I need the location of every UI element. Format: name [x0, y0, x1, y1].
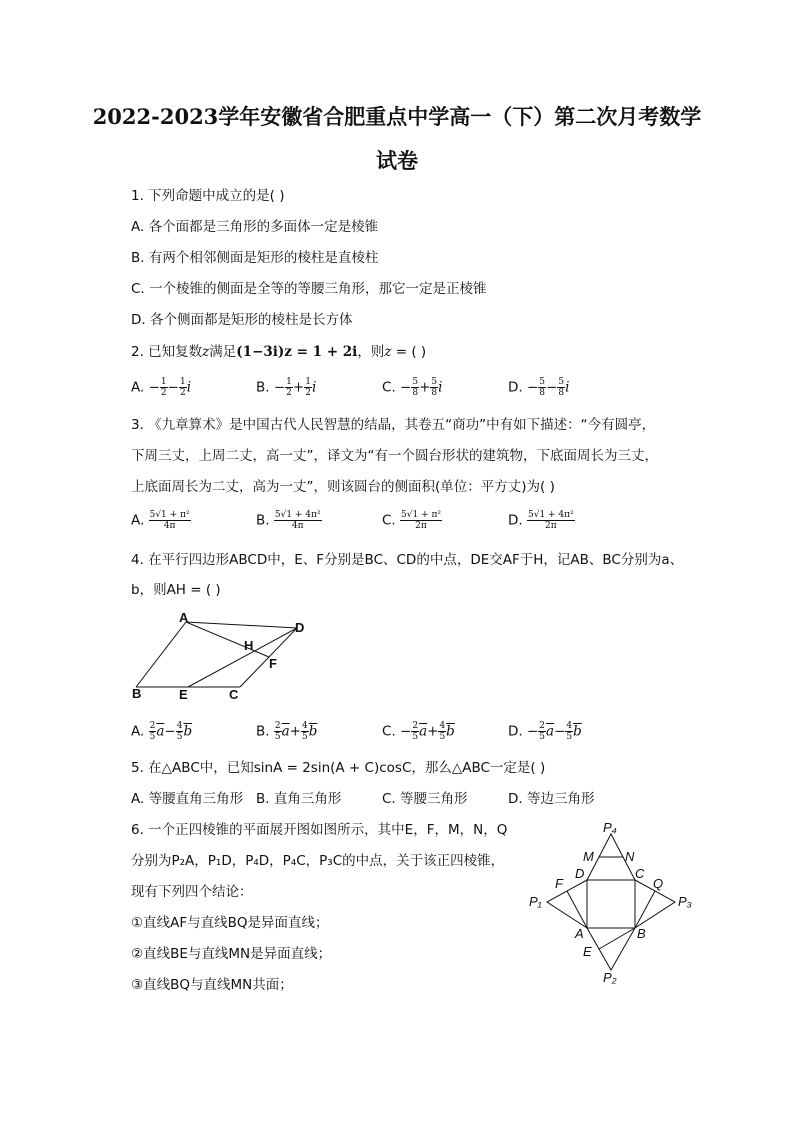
- label-n: N: [625, 849, 635, 864]
- q2-option: [382, 377, 442, 398]
- q2-option: [508, 377, 569, 398]
- coef-2-denominator: 5: [566, 732, 573, 742]
- area-fraction: [400, 510, 442, 531]
- edge-ab: [136, 622, 186, 687]
- coef-2-numerator: 4: [439, 721, 446, 731]
- segment-af: [186, 622, 269, 657]
- vector-a: $\overline{a}$: [156, 723, 165, 740]
- imaginary-unit: i: [311, 379, 317, 396]
- area-fraction-denominator: 2π: [415, 521, 427, 531]
- label-b: B: [637, 926, 646, 941]
- q6-stem-line3: 现有下列四个结论：: [131, 884, 253, 900]
- vector-b: $\overline{b}$: [308, 723, 318, 740]
- label-c: C: [635, 866, 645, 881]
- option-label: D.: [508, 379, 527, 396]
- parallelogram-figure: [130, 612, 310, 702]
- option-label: D.: [508, 512, 527, 529]
- operator: +: [427, 723, 439, 740]
- label-m: M: [583, 849, 594, 864]
- area-fraction-numerator: 5√1 + π²: [401, 510, 441, 520]
- q2-stem: [131, 342, 426, 362]
- q3-option: [382, 510, 442, 531]
- label-f: F: [269, 656, 277, 671]
- fraction-1-denominator: 8: [539, 388, 546, 398]
- label-d: D: [575, 866, 585, 881]
- q3-option: [508, 510, 575, 531]
- pyramid-net-figure: [525, 818, 705, 988]
- q4-stem-line1: 4. 在平行四边形ABCD中，E、F分别是BC、CD的中点，DE交AF于H，记AB、BC分别为a、: [131, 552, 684, 568]
- q6-stem-line2: 分别为P₂A，P₁D，P₄D，P₄C，P₃C的中点，关于该正四棱锥，: [131, 853, 505, 869]
- fraction-2-numerator: 1: [179, 377, 186, 387]
- sign: −: [273, 379, 286, 396]
- q6-conclusion-2: ②直线BE与直线MN是异面直线；: [131, 946, 332, 962]
- vector-b: $\overline{b}$: [183, 723, 193, 740]
- area-fraction-denominator: 4π: [163, 521, 176, 531]
- fraction-1: [538, 377, 546, 398]
- option-label: B.: [256, 379, 274, 396]
- vector-a: $\overline{a}$: [419, 723, 428, 740]
- coef-2-denominator: 5: [176, 732, 183, 742]
- coef-1-denominator: 5: [274, 732, 281, 742]
- segment-de: [188, 628, 297, 687]
- q3-stem-line1: 3. 《九章算术》是中国古代人民智慧的结晶，其卷五“商功”中有如下描述：“今有圆亭，: [131, 417, 656, 433]
- q4-option: [508, 721, 582, 742]
- sign: −: [148, 379, 160, 396]
- operator: +: [292, 379, 305, 396]
- coef-2-denominator: 5: [439, 732, 446, 742]
- area-fraction: [527, 510, 575, 531]
- option-label: C.: [382, 512, 401, 529]
- q5-option-b: B. 直角三角形: [256, 791, 342, 807]
- option-label: B.: [256, 723, 274, 740]
- option-label: A.: [131, 379, 149, 396]
- fraction-1-numerator: 5: [412, 377, 419, 387]
- area-fraction: [274, 510, 322, 531]
- fraction-2-denominator: 2: [179, 388, 186, 398]
- imaginary-unit: i: [438, 379, 443, 396]
- sign: −: [526, 723, 539, 740]
- q1-stem: 1. 下列命题中成立的是( ): [131, 188, 285, 204]
- coef-1-denominator: 5: [539, 732, 546, 742]
- net-face-bottom: [587, 928, 635, 970]
- option-label: C.: [382, 723, 401, 740]
- option-label: C.: [382, 379, 401, 396]
- fraction-2-denominator: 2: [305, 388, 311, 398]
- q4-option: [256, 721, 317, 742]
- q5-stem: 5. 在△ABC中，已知sinA = 2sin(A + C)cosC，那么△ABC一定是( ): [131, 760, 546, 776]
- coef-2-numerator: 4: [566, 721, 573, 731]
- segment-af: [567, 891, 587, 928]
- q6-conclusion-1: ①直线AF与直线BQ是异面直线；: [131, 915, 329, 931]
- label-a: A: [179, 612, 189, 625]
- q2-var-z: z: [202, 344, 210, 360]
- fraction-2-denominator: 8: [431, 388, 438, 398]
- coef-1: [274, 721, 282, 742]
- fraction-1-denominator: 2: [286, 388, 292, 398]
- label-h: H: [244, 638, 254, 653]
- coef-2-denominator: 5: [301, 732, 308, 742]
- label-f: F: [555, 876, 563, 891]
- q3-stem-line2: 下周三丈，上周二丈，高一丈”，译文为“有一个圆台形状的建筑物，下底面周长为三丈，: [131, 448, 658, 464]
- vector-a: $\overline{a}$: [281, 723, 290, 740]
- operator: −: [554, 723, 566, 740]
- coef-1-numerator: 2: [274, 721, 281, 731]
- label-d: D: [295, 620, 305, 635]
- operator: −: [546, 379, 558, 396]
- imaginary-unit: i: [565, 379, 570, 396]
- q1-option-a: A. 各个面都是三角形的多面体一定是棱锥: [131, 219, 379, 235]
- label-p3: P₃: [678, 894, 692, 909]
- label-c: C: [229, 687, 239, 702]
- coef-2: [565, 721, 573, 742]
- fraction-2-numerator: 5: [431, 377, 438, 387]
- coef-1-numerator: 2: [149, 721, 156, 731]
- q5-option-d: D. 等边三角形: [508, 791, 595, 807]
- q2-option: [131, 377, 191, 398]
- fraction-2-numerator: 1: [305, 377, 311, 387]
- fraction-2: [304, 377, 312, 398]
- option-label: B.: [256, 512, 274, 529]
- fraction-2-numerator: 5: [558, 377, 565, 387]
- coef-1-denominator: 5: [412, 732, 419, 742]
- fraction-1: [285, 377, 293, 398]
- coef-2: [438, 721, 446, 742]
- coef-2-numerator: 4: [176, 721, 183, 731]
- operator: +: [419, 379, 431, 396]
- option-label: A.: [131, 512, 149, 529]
- fraction-1-numerator: 1: [160, 377, 167, 387]
- coef-1: [538, 721, 546, 742]
- page-title-line2: 试卷: [376, 148, 418, 173]
- area-fraction-numerator: 5√1 + 4π²: [274, 510, 321, 520]
- fraction-2: [179, 377, 187, 398]
- fraction-1: [160, 377, 168, 398]
- label-b: B: [132, 686, 142, 701]
- q6-stem-line1: 6. 一个正四棱锥的平面展开图如图所示，其中E，F，M，N，Q: [131, 822, 508, 838]
- q4-stem-line2: b，则AH = ( ): [131, 582, 221, 598]
- label-a: A: [575, 926, 584, 941]
- fraction-2: [430, 377, 438, 398]
- label-e: E: [179, 687, 188, 702]
- operator: +: [289, 723, 301, 740]
- q2-option: [256, 377, 316, 398]
- q3-option: [256, 510, 322, 531]
- segment-bq: [635, 891, 655, 928]
- q5-option-a: A. 等腰直角三角形: [131, 791, 244, 807]
- area-fraction-denominator: 2π: [545, 521, 557, 531]
- option-label: A.: [131, 723, 149, 740]
- segment-be: [599, 928, 635, 949]
- fraction-1-denominator: 2: [160, 388, 167, 398]
- fraction-1: [411, 377, 419, 398]
- vector-b: $\overline{b}$: [446, 723, 455, 740]
- edge-ad: [186, 622, 297, 628]
- vector-b: $\overline{b}$: [573, 723, 582, 740]
- q4-option: [382, 721, 455, 742]
- vector-a: $\overline{a}$: [546, 723, 555, 740]
- q1-option-d: D. 各个侧面都是矩形的棱柱是长方体: [131, 312, 353, 328]
- q3-stem-line3: 上底面周长为二丈，高为一丈”，则该圆台的侧面积(单位：平方丈)为( ): [131, 479, 555, 495]
- q4-option: [131, 721, 192, 742]
- area-fraction: [149, 510, 191, 531]
- fraction-1-numerator: 1: [286, 377, 292, 387]
- label-p4: P₄: [603, 820, 617, 835]
- q3-option: [131, 510, 191, 531]
- operator: −: [167, 379, 179, 396]
- coef-1-numerator: 2: [539, 721, 546, 731]
- coef-1-numerator: 2: [412, 721, 419, 731]
- sign: −: [526, 379, 539, 396]
- option-label: D.: [508, 723, 527, 740]
- q2-var-z-2: z: [384, 344, 392, 360]
- coef-1: [411, 721, 419, 742]
- q6-conclusion-3: ③直线BQ与直线MN共面；: [131, 977, 293, 993]
- label-p2: P₂: [603, 970, 617, 985]
- fraction-2-denominator: 8: [558, 388, 565, 398]
- q2-stem-pre: 2. 已知复数: [131, 344, 203, 360]
- sign: −: [400, 379, 412, 396]
- fraction-1-numerator: 5: [539, 377, 546, 387]
- operator: −: [164, 723, 176, 740]
- q1-option-b: B. 有两个相邻侧面是矩形的棱柱是直棱柱: [131, 250, 379, 266]
- coef-2-numerator: 4: [301, 721, 308, 731]
- q2-stem-mid: 满足: [209, 344, 237, 360]
- label-p1: P₁: [529, 894, 542, 909]
- coef-1-denominator: 5: [149, 732, 156, 742]
- fraction-1-denominator: 8: [412, 388, 419, 398]
- q2-stem-post: ，则: [357, 344, 385, 360]
- sign: −: [400, 723, 412, 740]
- q2-equation: (1−3i)z = 1 + 2i: [236, 344, 358, 360]
- q1-option-c: C. 一个棱锥的侧面是全等的等腰三角形，那它一定是正棱锥: [131, 281, 487, 297]
- imaginary-unit: i: [186, 379, 192, 396]
- label-e: E: [583, 944, 592, 959]
- q2-stem-end: = ( ): [391, 344, 427, 360]
- page-title-line1: 2022-2023学年安徽省合肥重点中学高一（下）第二次月考数学: [92, 104, 702, 129]
- area-fraction-numerator: 5√1 + 4π²: [527, 510, 574, 520]
- fraction-2: [557, 377, 565, 398]
- coef-2: [301, 721, 309, 742]
- label-q: Q: [653, 876, 664, 891]
- area-fraction-numerator: 5√1 + π²: [149, 510, 190, 520]
- area-fraction-denominator: 4π: [291, 521, 304, 531]
- q5-option-c: C. 等腰三角形: [382, 791, 468, 807]
- net-face-left: [547, 880, 587, 928]
- net-base-square: [587, 880, 635, 928]
